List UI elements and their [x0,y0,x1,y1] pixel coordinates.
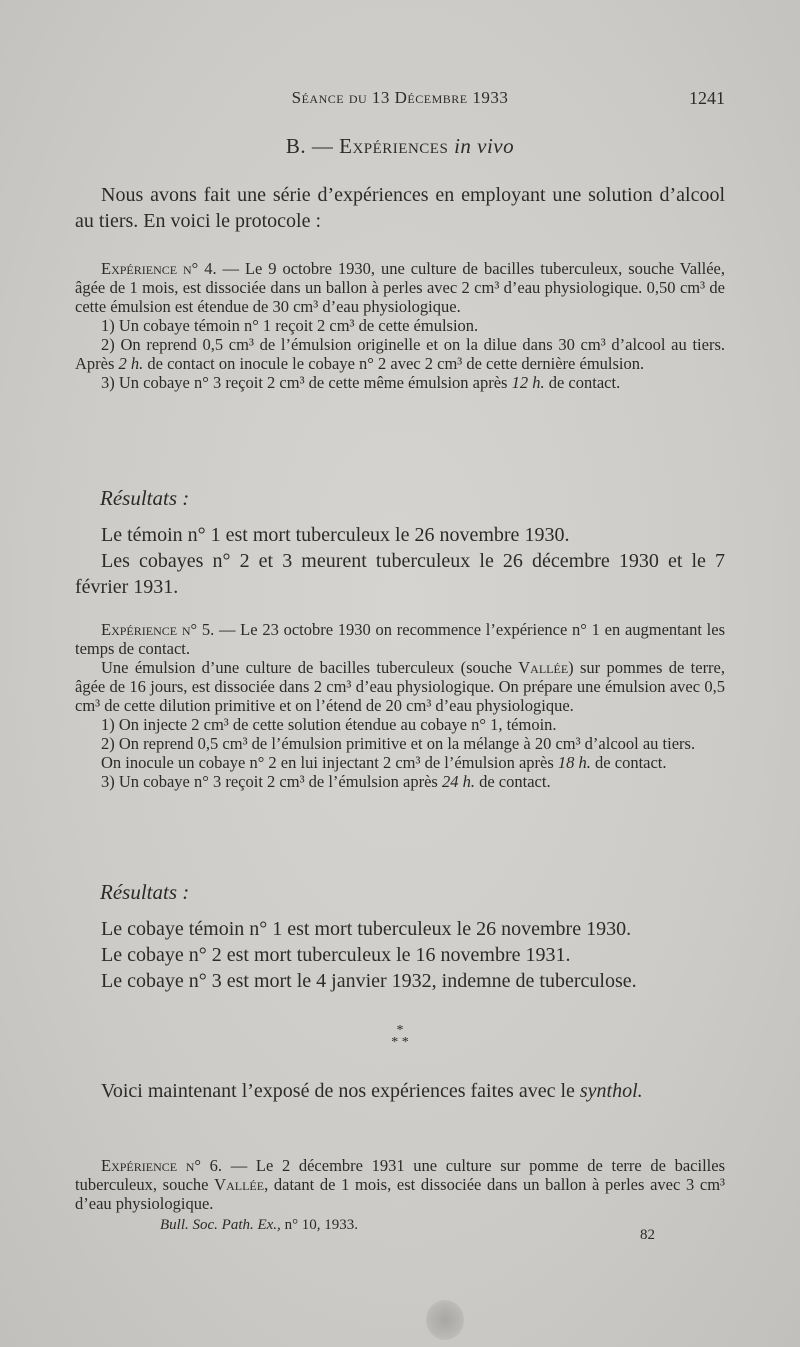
results-1 [75,522,725,600]
section-heading [0,134,800,159]
exp4-item-3: 3) Un cobaye n° 3 reçoit 2 cm³ de cette même émulsion après 12 h. de contact. [101,373,621,392]
page-footer [160,1217,655,1243]
experience-5 [75,620,725,791]
exp4-label: Expérience n° 4. [101,259,217,278]
footer-source: Bull. Soc. Path. Ex., [160,1217,281,1233]
exp5-paragraph-1: Expérience n° 5. — Le 23 octobre 1930 on recommence l’expérience n° 1 en augmentant les temps de contact. [75,620,725,658]
exp6-label: Expérience n° 6. [101,1156,223,1175]
section-title: Expériences [339,134,449,158]
paper-stain [426,1300,464,1340]
exp4-item-2: 2) On reprend 0,5 cm³ de l’émulsion originelle et on la dilue dans 30 cm³ d’alcool au tiers. Après 2 h. de contact on inocule le cobaye n° 2 avec 2 cm³ de cette dernière émulsion. [75,335,725,373]
running-title: Séance du 13 Décembre 1933 [291,88,509,107]
exp5-paragraph-2: Une émulsion d’une culture de bacilles tuberculeux (souche Vallée) sur pommes de terre, âgée de 16 jours, est dissociée dans 2 cm³ d’eau physiologique. On prépare une émulsion avec 0,5 cm³ de cette dilution primitive et on l’étend de 20 cm³ d’eau physiologique. [75,658,726,715]
signature-mark: 82 [640,1227,655,1243]
footer-issue: n° 10, 1933. [280,1217,359,1233]
results-heading-2: Résultats : [100,880,190,904]
results1-line-2: Les cobayes n° 2 et 3 meurent tuberculeux le 26 décembre 1930 et le 7 février 1931. [75,550,725,598]
results-2 [75,916,725,994]
synthol-intro: Voici maintenant l’exposé de nos expériences faites avec le synthol. [101,1080,643,1102]
exp5-item-2b: On inocule un cobaye n° 2 en lui injectant 2 cm³ de l’émulsion après 18 h. de contact. [101,753,667,772]
experience-4 [75,259,725,392]
running-header [75,88,725,114]
results1-line-1: Le témoin n° 1 est mort tuberculeux le 26 novembre 1930. [101,524,570,546]
intro-paragraph: Nous avons fait une série d’expériences en employant une solution d’alcool au tiers. En voici le protocole : [75,184,725,232]
section-letter: B. — [285,134,334,158]
section-separator: * * * [391,1023,409,1050]
exp4-item-1: 1) Un cobaye témoin n° 1 reçoit 2 cm³ de cette émulsion. [101,316,479,335]
exp5-item-3: 3) Un cobaye n° 3 reçoit 2 cm³ de l’émulsion après 24 h. de contact. [101,772,551,791]
results2-line-1: Le cobaye témoin n° 1 est mort tuberculeux le 26 novembre 1930. [101,918,632,940]
results-heading-1: Résultats : [100,486,190,510]
exp5-item-1: 1) On injecte 2 cm³ de cette solution étendue au cobaye n° 1, témoin. [101,715,557,734]
results2-line-3: Le cobaye n° 3 est mort le 4 janvier 1932, indemne de tuberculose. [101,970,637,992]
exp5-item-2: 2) On reprend 0,5 cm³ de l’émulsion primitive et on la mélange à 20 cm³ d’alcool au tiers. [101,734,696,753]
experience-6: Expérience n° 6. — Le 2 décembre 1931 une culture sur pomme de terre de bacilles tuberculeux, souche Vallée, datant de 1 mois, est dissociée dans un ballon à perles avec 3 cm³ d’eau physiologique. [75,1156,726,1213]
exp4-paragraph: Expérience n° 4. — Le 9 octobre 1930, une culture de bacilles tuberculeux, souche Vallée, âgée de 1 mois, est dissociée dans un ballon à perles avec 2 cm³ d’eau physiologique. 0,50 cm³ de cette émulsion est étendue de 30 cm³ d’eau physiologique. [75,259,726,316]
page-number: 1241 [689,88,725,108]
exp5-label: Expérience n° 5. [101,620,215,639]
section-title-italic: in vivo [454,134,515,158]
results2-line-2: Le cobaye n° 2 est mort tuberculeux le 16 novembre 1931. [101,944,571,966]
